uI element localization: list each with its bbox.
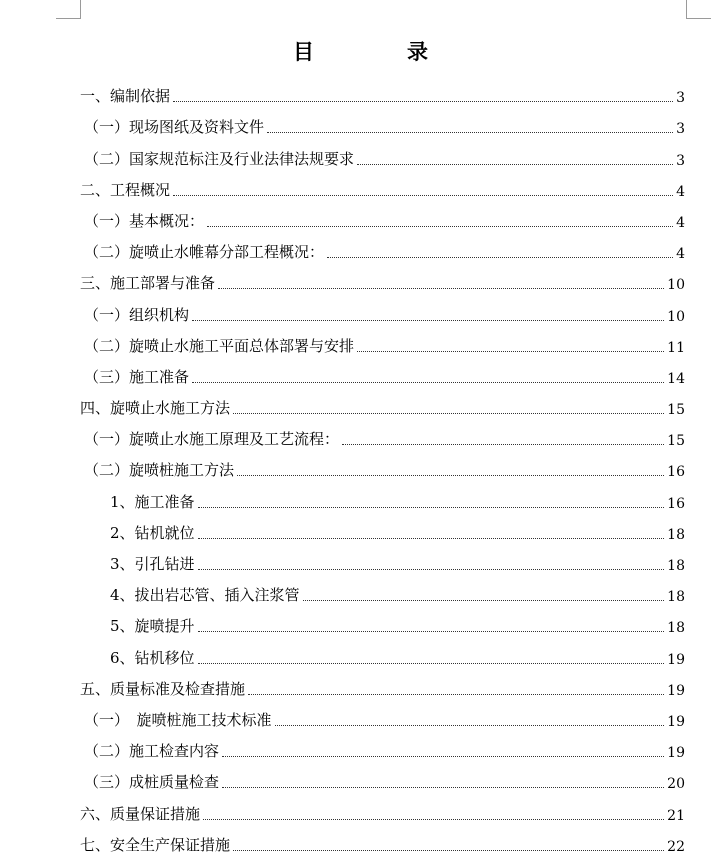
toc-entry-label: （一）旋喷止水施工原理及工艺流程： [84, 430, 340, 449]
toc-entry-label: （三）成桩质量检查 [84, 773, 220, 792]
toc-dot-leader [342, 444, 664, 445]
toc-entry-page-number: 18 [667, 589, 685, 606]
toc-entry[interactable] [80, 793, 685, 824]
toc-entry-label: （二）施工检查内容 [84, 742, 220, 761]
toc-dot-leader [357, 351, 664, 352]
toc-dot-leader [173, 195, 673, 196]
toc-dot-leader [173, 101, 673, 102]
crop-mark-top-left [56, 0, 81, 19]
toc-dot-leader [222, 756, 664, 757]
toc-entry-page-number: 18 [667, 558, 685, 574]
toc-entry-page-number: 18 [667, 620, 685, 637]
toc-dot-leader [192, 382, 664, 383]
toc-entry[interactable] [80, 731, 685, 762]
toc-entry-page-number: 4 [676, 246, 685, 263]
toc-entry-label: 三、施工部署与准备 [80, 274, 216, 293]
toc-entry-page-number: 10 [667, 308, 685, 325]
table-of-contents [80, 76, 685, 856]
toc-dot-leader [327, 257, 673, 258]
toc-dot-leader [222, 787, 664, 788]
toc-entry[interactable] [80, 762, 685, 793]
toc-entry-page-number: 19 [667, 651, 685, 668]
toc-dot-leader [198, 569, 665, 570]
toc-dot-leader [248, 694, 664, 695]
toc-dot-leader [267, 132, 673, 133]
toc-entry[interactable] [80, 201, 685, 232]
toc-dot-leader [218, 288, 664, 289]
toc-entry-page-number: 18 [667, 526, 685, 543]
toc-entry-label: （二）旋喷止水施工平面总体部署与安排 [84, 336, 355, 355]
toc-entry-label: （一） 旋喷桩施工技术标准 [84, 710, 272, 729]
toc-entry-label: 4、拔出岩芯管、插入注浆管 [110, 586, 300, 605]
toc-entry[interactable] [80, 513, 685, 544]
toc-dot-leader [198, 663, 665, 664]
toc-entry-label: （一）现场图纸及资料文件 [84, 118, 265, 137]
toc-entry[interactable] [80, 263, 685, 294]
toc-dot-leader [275, 725, 665, 726]
toc-entry[interactable] [80, 107, 685, 138]
toc-dot-leader [203, 819, 664, 820]
toc-entry-page-number: 15 [667, 402, 685, 419]
toc-dot-leader [233, 413, 664, 414]
toc-entry-label: 五、质量标准及检查措施 [80, 679, 246, 698]
toc-dot-leader [233, 850, 664, 851]
toc-entry[interactable] [80, 700, 685, 731]
toc-entry-page-number: 16 [667, 464, 685, 481]
toc-entry-page-number: 20 [667, 776, 685, 793]
toc-entry-page-number: 19 [667, 682, 685, 699]
toc-title: 目 录 [293, 39, 464, 64]
toc-entry-label: 2、钻机就位 [110, 523, 195, 542]
toc-entry-label: （三）施工准备 [84, 367, 190, 386]
toc-entry-page-number: 15 [667, 433, 685, 450]
toc-entry[interactable] [80, 637, 685, 668]
toc-dot-leader [207, 226, 673, 227]
toc-entry[interactable] [80, 825, 685, 856]
toc-dot-leader [198, 507, 665, 508]
toc-entry[interactable] [80, 419, 685, 450]
crop-mark-top-right [686, 0, 711, 19]
toc-entry-label: （一）组织机构 [84, 305, 190, 324]
toc-entry-label: （二）国家规范标注及行业法律法规要求 [84, 149, 355, 168]
toc-entry[interactable] [80, 326, 685, 357]
toc-entry-label: 3、引孔钻进 [110, 555, 195, 573]
toc-entry-page-number: 3 [676, 90, 685, 107]
toc-dot-leader [198, 538, 665, 539]
toc-entry-label: （二）旋喷桩施工方法 [84, 461, 235, 480]
toc-entry-page-number: 21 [667, 807, 685, 824]
toc-entry-page-number: 3 [676, 152, 685, 169]
toc-dot-leader [237, 475, 664, 476]
toc-entry-page-number: 10 [667, 277, 685, 294]
toc-entry[interactable] [80, 450, 685, 481]
toc-entry[interactable] [80, 357, 685, 388]
toc-entry-page-number: 16 [667, 495, 685, 512]
toc-entry[interactable] [80, 294, 685, 325]
toc-entry[interactable] [80, 544, 685, 575]
toc-dot-leader [303, 600, 665, 601]
toc-entry-page-number: 11 [667, 339, 685, 356]
toc-entry-label: （一）基本概况： [84, 211, 205, 230]
toc-dot-leader [357, 164, 673, 165]
toc-entry-page-number: 4 [676, 214, 685, 231]
toc-entry-page-number: 19 [667, 745, 685, 762]
toc-entry[interactable] [80, 481, 685, 512]
toc-entry-page-number: 4 [676, 183, 685, 200]
toc-entry-page-number: 22 [667, 838, 685, 855]
toc-entry-label: 6、钻机移位 [110, 648, 195, 667]
toc-entry-page-number: 19 [667, 713, 685, 730]
toc-entry-label: 5、旋喷提升 [110, 617, 195, 636]
toc-entry[interactable] [80, 138, 685, 169]
toc-entry[interactable] [80, 170, 685, 201]
toc-entry-label: 四、旋喷止水施工方法 [80, 399, 231, 418]
toc-entry[interactable] [80, 606, 685, 637]
toc-entry[interactable] [80, 232, 685, 263]
toc-entry-label: 七、安全生产保证措施 [80, 835, 231, 854]
toc-entry-label: 一、编制依据 [80, 87, 171, 106]
toc-entry[interactable] [80, 76, 685, 107]
toc-entry[interactable] [80, 575, 685, 606]
toc-entry-label: 二、工程概况 [80, 180, 171, 199]
toc-entry-label: （二）旋喷止水帷幕分部工程概况： [84, 243, 325, 262]
toc-dot-leader [198, 631, 665, 632]
toc-entry-label: 1、施工准备 [110, 492, 195, 511]
toc-entry-label: 六、质量保证措施 [80, 804, 201, 823]
toc-entry-page-number: 14 [667, 370, 685, 387]
toc-entry[interactable] [80, 669, 685, 700]
toc-entry[interactable] [80, 388, 685, 419]
toc-dot-leader [192, 320, 664, 321]
toc-entry-page-number: 3 [676, 121, 685, 138]
